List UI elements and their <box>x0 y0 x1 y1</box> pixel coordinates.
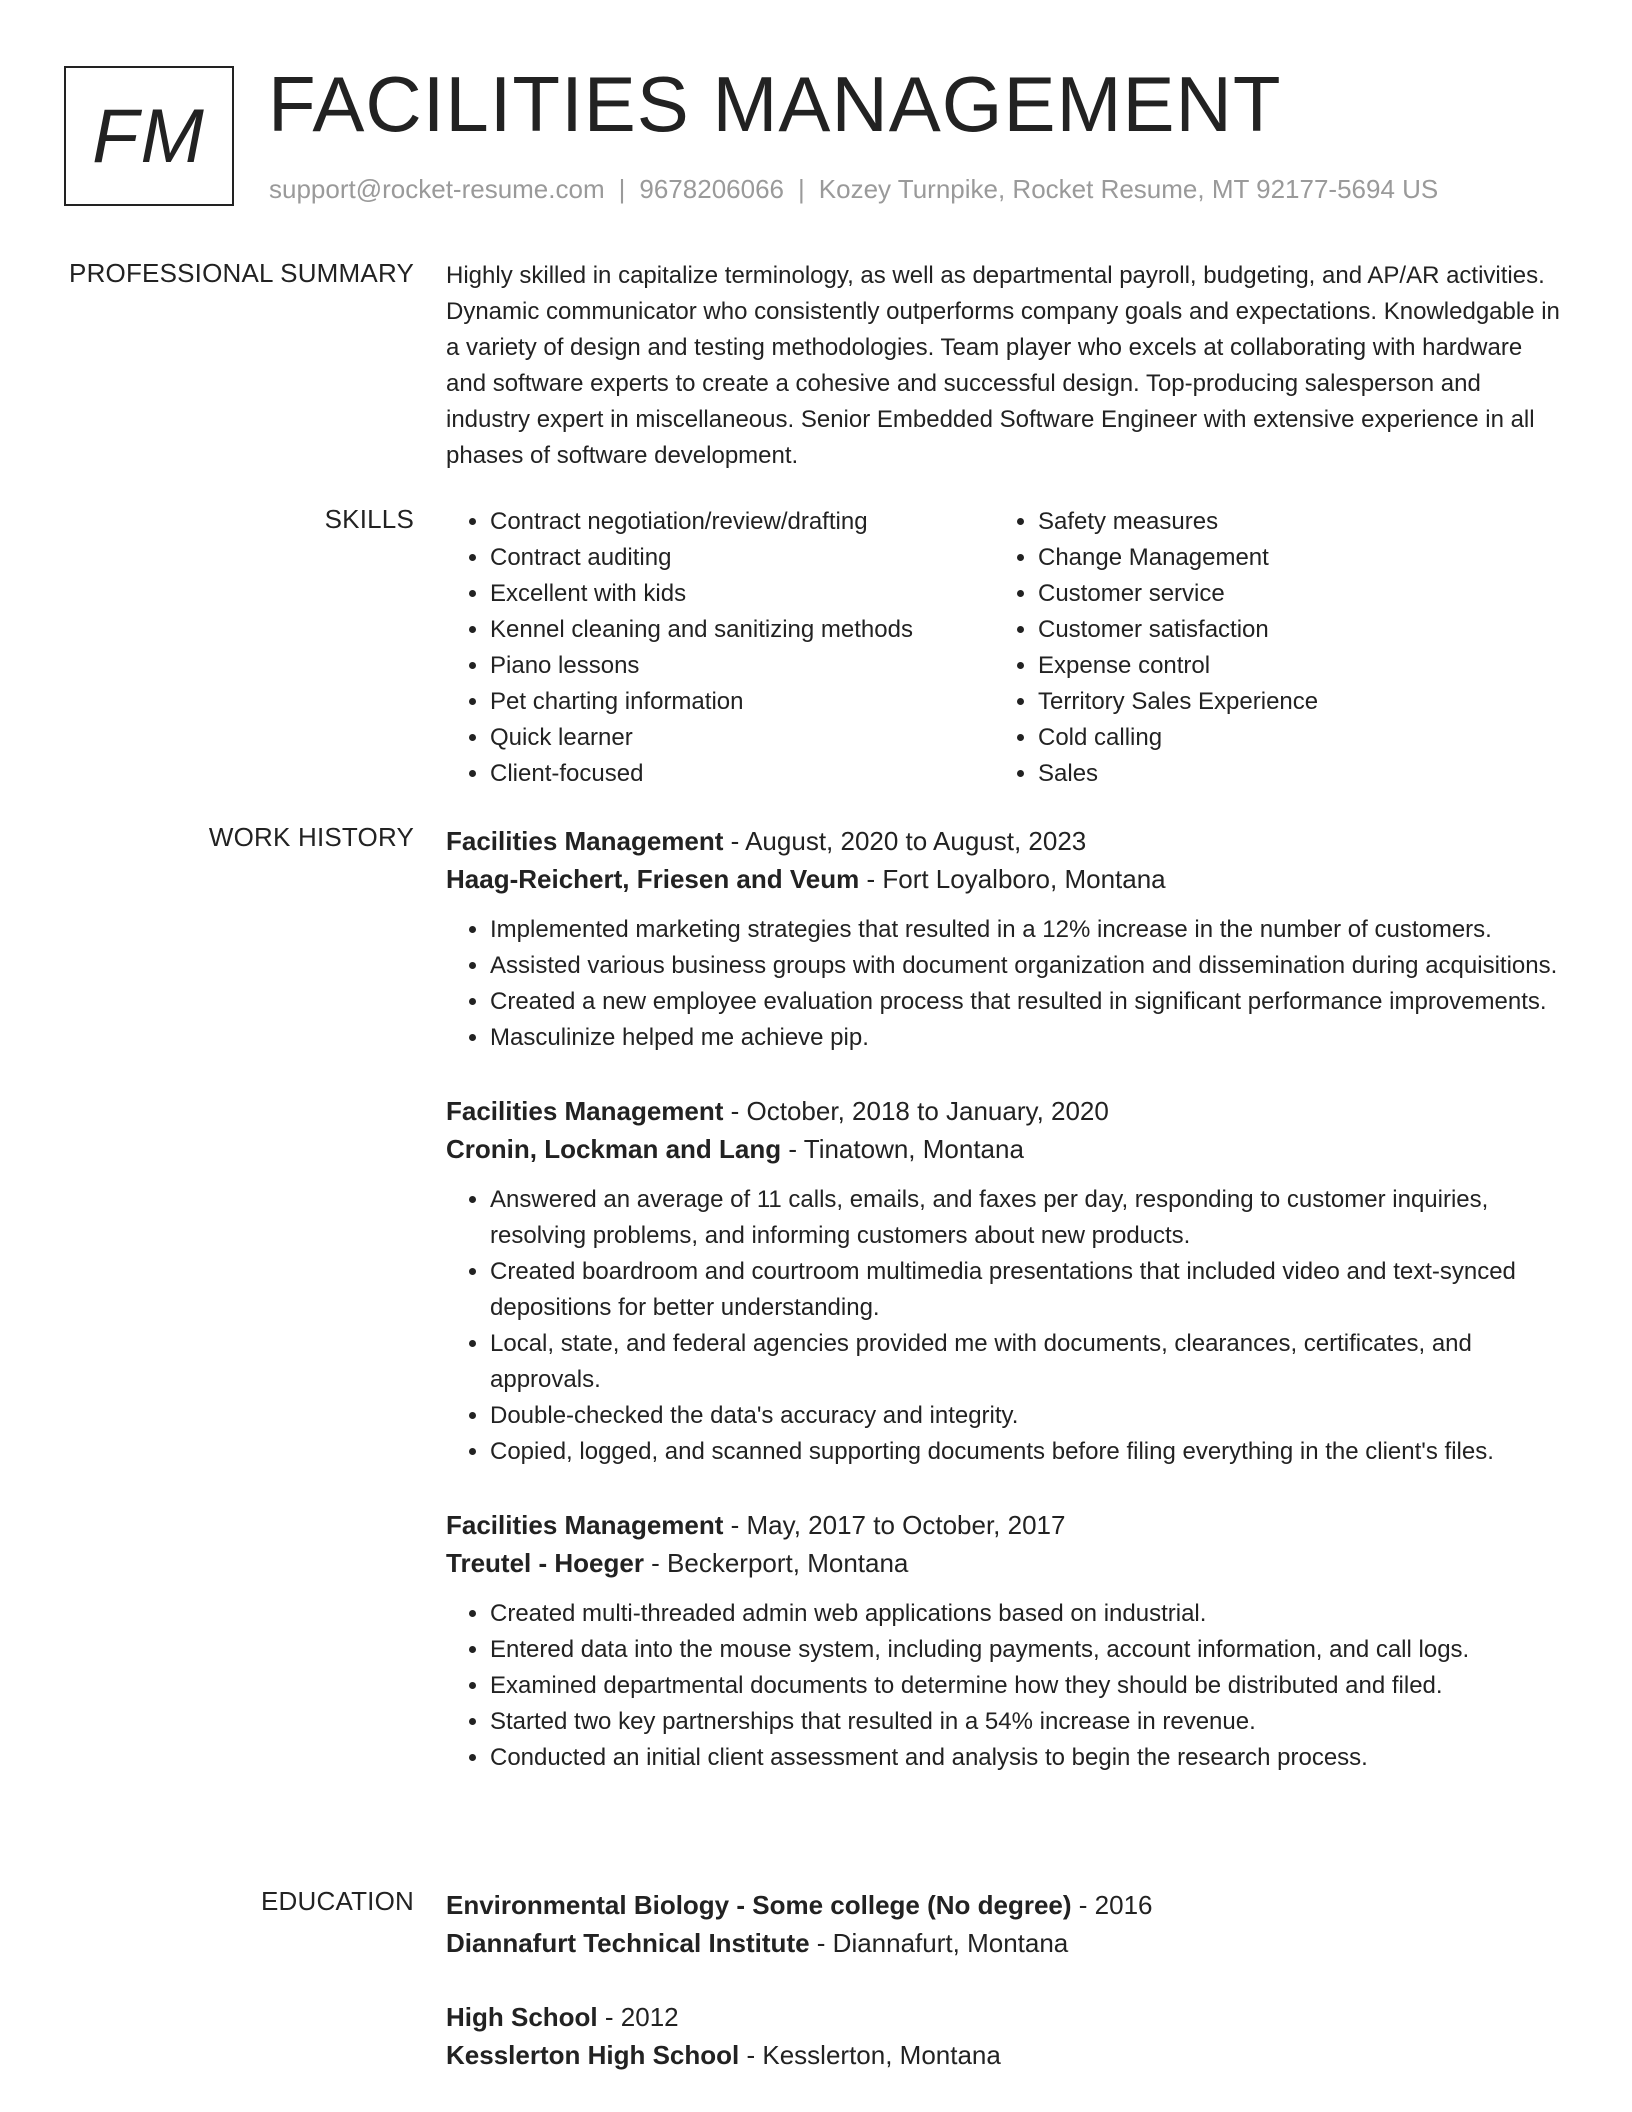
job-bullet: • Local, state, and federal agencies provided me with documents, clearances, certificates, and approvals. <box>490 1326 1566 1398</box>
job-dates: - October, 2018 to January, 2020 <box>723 1096 1109 1126</box>
skill-item: • Contract negotiation/review/drafting <box>490 504 994 540</box>
job-bullet: • Created multi-threaded admin web applications based on industrial. <box>490 1596 1566 1632</box>
contact-line <box>269 174 1438 205</box>
contact-email[interactable]: support@rocket-resume.com <box>269 174 605 204</box>
job-entry <box>446 1506 1566 1776</box>
job-bullet: • Assisted various business groups with document organization and dissemination during acquisitions. <box>490 948 1566 984</box>
education-entry <box>446 1998 1566 2074</box>
contact-address: Kozey Turnpike, Rocket Resume, MT 92177-5694 US <box>818 174 1439 204</box>
education-location: - Kesslerton, Montana <box>739 2040 1001 2070</box>
job-company-line <box>446 860 1566 898</box>
job-title-line <box>446 822 1566 860</box>
job-location: - Tinatown, Montana <box>781 1134 1024 1164</box>
summary-heading: PROFESSIONAL SUMMARY <box>69 258 414 288</box>
job-company-line <box>446 1544 1566 1582</box>
resume-header <box>64 60 1564 216</box>
education-school: Diannafurt Technical Institute <box>446 1928 810 1958</box>
job-bullet: • Masculinize helped me achieve pip. <box>490 1020 1566 1056</box>
education-school-line <box>446 2036 1566 2074</box>
contact-separator: | <box>618 174 626 204</box>
skills-list-left <box>446 504 994 792</box>
job-title: Facilities Management <box>446 1510 724 1540</box>
job-location: - Beckerport, Montana <box>643 1548 909 1578</box>
skill-item: • Change Management <box>1038 540 1542 576</box>
job-title: Facilities Management <box>446 826 724 856</box>
job-bullet: • Copied, logged, and scanned supporting documents before filing everything in the client's files. <box>490 1434 1566 1470</box>
education-year: - 2012 <box>597 2002 679 2032</box>
skills-heading: SKILLS <box>324 504 414 534</box>
skill-item: • Territory Sales Experience <box>1038 684 1542 720</box>
education-school-line <box>446 1924 1566 1962</box>
contact-phone[interactable]: 9678206066 <box>639 174 784 204</box>
job-company: Treutel - Hoeger <box>446 1548 644 1578</box>
monogram-logo: FM <box>64 66 234 206</box>
skill-item: • Sales <box>1038 756 1542 792</box>
job-bullet: • Started two key partnerships that resulted in a 54% increase in revenue. <box>490 1704 1566 1740</box>
contact-separator: | <box>798 174 805 204</box>
job-bullet: • Answered an average of 11 calls, emails, and faxes per day, responding to customer inquiries, resolving problems, and informing customers about new products. <box>490 1182 1566 1254</box>
education-location: - Diannafurt, Montana <box>809 1928 1069 1958</box>
skills-list-right <box>994 504 1542 792</box>
job-title-line <box>446 1092 1566 1130</box>
skills-columns <box>446 504 1566 792</box>
skill-item: • Customer satisfaction <box>1038 612 1542 648</box>
skill-item: • Contract auditing <box>490 540 994 576</box>
skill-item: • Client-focused <box>490 756 994 792</box>
job-bullet: • Implemented marketing strategies that resulted in a 12% increase in the number of customers. <box>490 912 1566 948</box>
summary-body <box>446 258 1566 474</box>
skill-item: • Excellent with kids <box>490 576 994 612</box>
job-entry <box>446 822 1566 1056</box>
job-dates: - August, 2020 to August, 2023 <box>723 826 1087 856</box>
education-degree: Environmental Biology - Some college (No degree) <box>446 1890 1072 1920</box>
education-degree-line <box>446 1886 1566 1924</box>
work-history-heading: WORK HISTORY <box>208 822 414 852</box>
education-school: Kesslerton High School <box>446 2040 740 2070</box>
job-bullet: • Created a new employee evaluation process that resulted in significant performance improvements. <box>490 984 1566 1020</box>
job-bullet: • Examined departmental documents to determine how they should be distributed and filed. <box>490 1668 1566 1704</box>
skill-item: • Customer service <box>1038 576 1542 612</box>
skill-item: • Safety measures <box>1038 504 1542 540</box>
job-entry <box>446 1092 1566 1470</box>
education-heading: EDUCATION <box>261 1886 414 1916</box>
education-degree-line <box>446 1998 1566 2036</box>
job-company: Haag-Reichert, Friesen and Veum <box>446 864 860 894</box>
skill-item: • Kennel cleaning and sanitizing methods <box>490 612 994 648</box>
job-bullet: • Created boardroom and courtroom multimedia presentations that included video and text-synced depositions for better understanding. <box>490 1254 1566 1326</box>
skill-item: • Expense control <box>1038 648 1542 684</box>
job-bullet: • Conducted an initial client assessment and analysis to begin the research process. <box>490 1740 1566 1776</box>
job-bullets <box>446 912 1566 1056</box>
job-title-line <box>446 1506 1566 1544</box>
job-bullet: • Double-checked the data's accuracy and integrity. <box>490 1398 1566 1434</box>
skill-item: • Quick learner <box>490 720 994 756</box>
work-history-body <box>446 822 1566 1812</box>
education-degree: High School <box>446 2002 598 2032</box>
skill-item: • Piano lessons <box>490 648 994 684</box>
education-body <box>446 1886 1566 2110</box>
job-company-line <box>446 1130 1566 1168</box>
skill-item: • Pet charting information <box>490 684 994 720</box>
job-company: Cronin, Lockman and Lang <box>446 1134 782 1164</box>
job-location: - Fort Loyalboro, Montana <box>859 864 1166 894</box>
education-year: - 2016 <box>1071 1890 1153 1920</box>
job-bullets <box>446 1182 1566 1470</box>
job-bullet: • Entered data into the mouse system, including payments, account information, and call logs. <box>490 1632 1566 1668</box>
job-bullets <box>446 1596 1566 1776</box>
education-entry <box>446 1886 1566 1962</box>
job-dates: - May, 2017 to October, 2017 <box>723 1510 1066 1540</box>
skills-body <box>446 504 1566 792</box>
candidate-name: FACILITIES MANAGEMENT <box>268 60 1282 148</box>
job-title: Facilities Management <box>446 1096 724 1126</box>
skill-item: • Cold calling <box>1038 720 1542 756</box>
summary-text: Highly skilled in capitalize terminology, as well as departmental payroll, budgeting, and AP/AR activities. Dynamic communicator who consistently outperforms company goals and expectations. Knowledgable in a variety of design and testing methodologies. Team player who excels at collaborating with hardware and software experts to create a cohesive and successful design. Top-producing salesperson and industry expert in miscellaneous. Senior Embedded Software Engineer with extensive experience in all phases of software development. <box>446 262 1560 469</box>
